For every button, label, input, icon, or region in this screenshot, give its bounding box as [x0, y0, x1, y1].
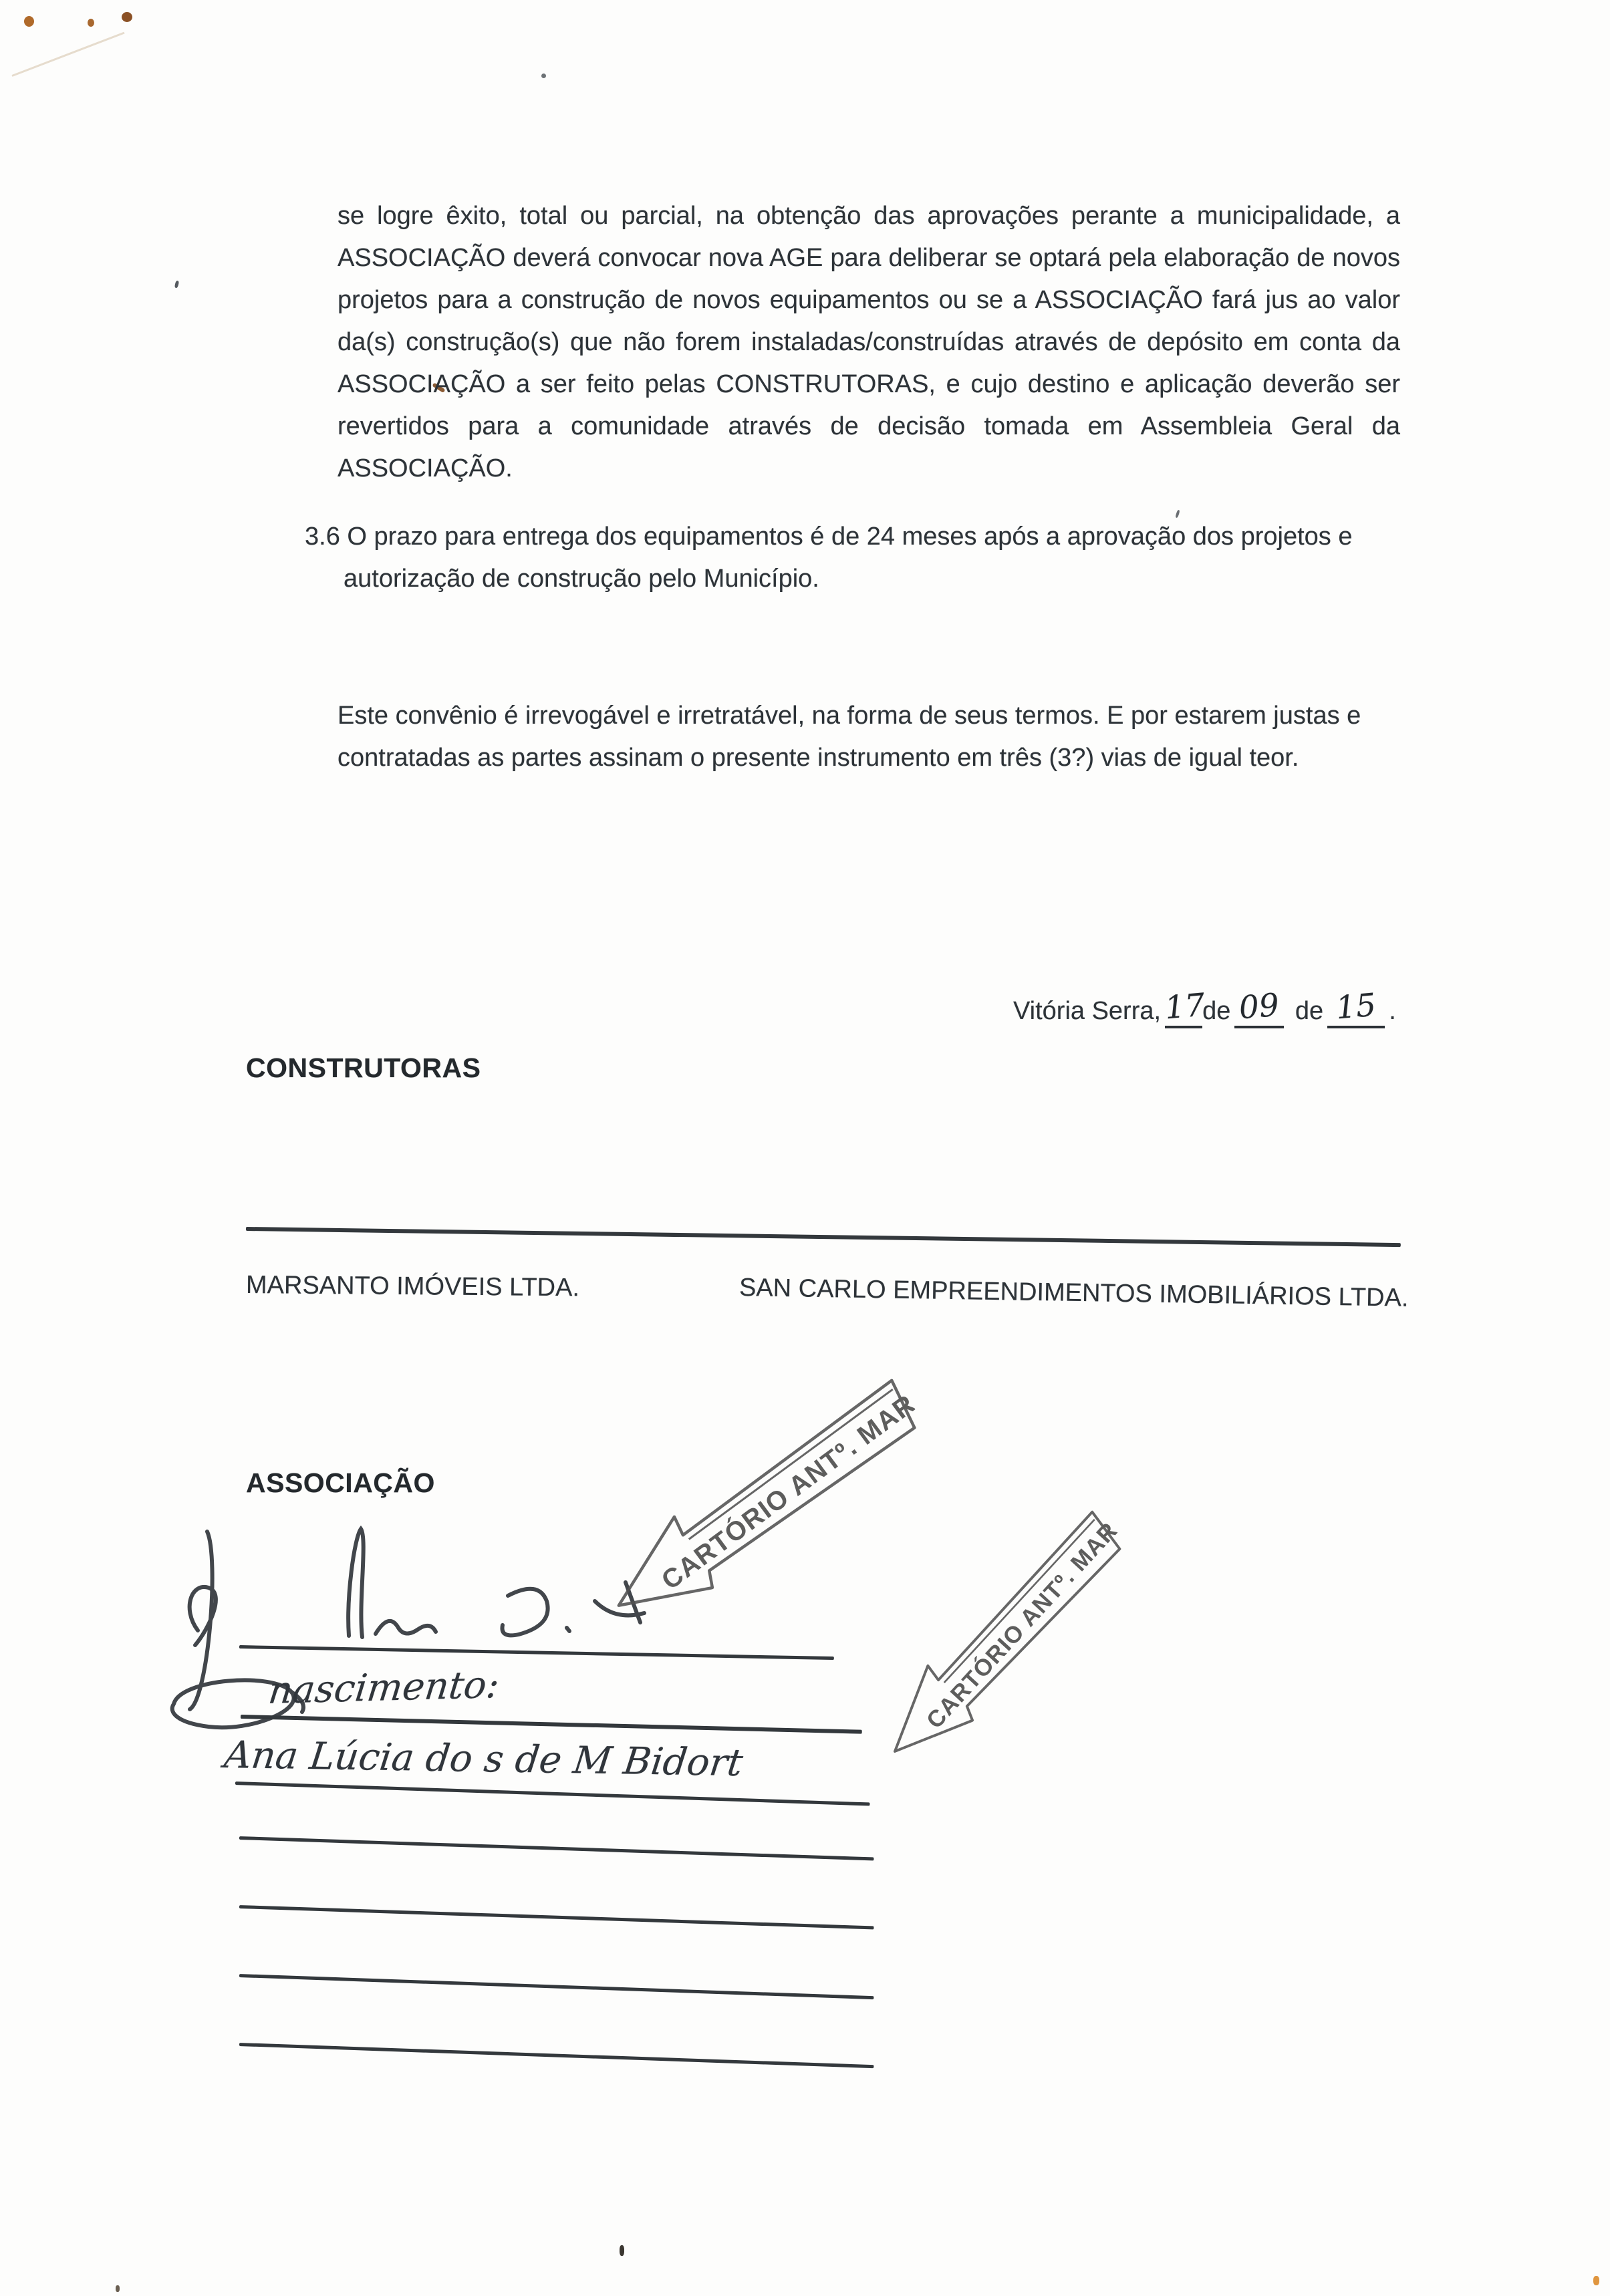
date-month-blank	[1234, 986, 1284, 1028]
handwritten-name: Ana Lúcia do s de M Bidort	[222, 1733, 745, 1785]
paper-speck	[88, 19, 94, 27]
date-sep1: de	[1202, 997, 1231, 1025]
handwritten-year: 15	[1334, 986, 1378, 1027]
paper-speck	[620, 2245, 624, 2256]
date-sep2: de	[1295, 997, 1324, 1025]
paper-speck	[116, 2285, 120, 2292]
company-name-san-carlo: SAN CARLO EMPREENDIMENTOS IMOBILIÁRIOS LTDA.	[739, 1274, 1409, 1312]
section-title-construtoras: CONSTRUTORAS	[246, 1052, 481, 1083]
date-period: .	[1389, 997, 1396, 1025]
paper-speck	[541, 74, 546, 78]
handwritten-signature-word: nascimento:	[266, 1663, 502, 1713]
paragraph-closing: Este convênio é irrevogável e irretratável, na forma de seus termos. E por estarem justas e contratadas as partes assinam o presente instrumento em três (3?) vias de igual teor.	[338, 702, 1361, 772]
section-title-associacao: ASSOCIAÇÃO	[246, 1467, 435, 1498]
date-day-blank	[1163, 986, 1207, 1028]
date-city-label: Vitória Serra,	[1013, 997, 1162, 1025]
paper-speck	[1593, 2276, 1599, 2285]
handwritten-month: 09	[1238, 986, 1281, 1027]
stamp-text: CARTÓRIO ANTº. MARIA	[656, 1372, 938, 1596]
stamp-text: CARTÓRIO ANTº. MARIA	[921, 1503, 1140, 1734]
signature-line-construtoras	[246, 1227, 1401, 1247]
handwritten-day: 17	[1163, 986, 1207, 1027]
blank-signature-line-1	[239, 1836, 874, 1860]
paper-speck	[174, 281, 180, 289]
paper-speck	[122, 12, 132, 22]
blank-signature-line-4	[239, 2043, 874, 2068]
paragraph-main: se logre êxito, total ou parcial, na obtenção das aprovações perante a municipalidade, a ASSOCIAÇÃO deverá convocar nova AGE para deliberar se optará pela elaboração de novos projetos para a construção de novos equipamentos ou se a ASSOCIAÇÃO fará jus ao valor da(s) construção(s) que não forem instaladas/construídas através de depósito em conta da ASSOCIAÇÃO a ser feito pelas CONSTRUTORAS, e cujo destino e aplicação deverão ser revertidos para a comunidade através de decisão tomada em Assembleia Geral da ASSOCIAÇÃO.	[338, 202, 1400, 482]
company-name-marsanto: MARSANTO IMÓVEIS LTDA.	[245, 1271, 580, 1302]
paper-speck	[24, 16, 34, 27]
paper-scratch	[11, 32, 124, 77]
blank-signature-line-2	[239, 1905, 874, 1929]
date-year-blank	[1327, 986, 1385, 1028]
paragraph-item-3-6: 3.6 O prazo para entrega dos equipamentos é de 24 meses após a aprovação dos projetos e autorização de construção pelo Município.	[305, 523, 1353, 593]
blank-signature-line-3	[239, 1974, 874, 1999]
date-line	[1013, 986, 1396, 1027]
